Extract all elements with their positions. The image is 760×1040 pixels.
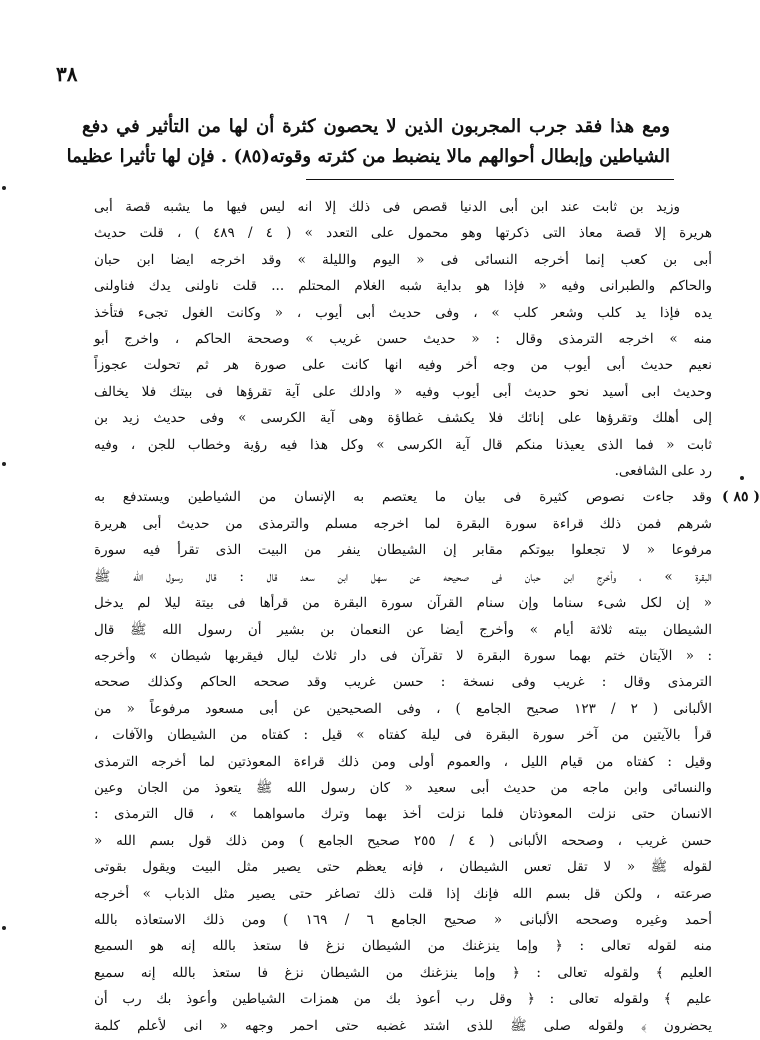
scan-speck — [2, 926, 6, 930]
footnote-separator-rule — [306, 179, 674, 180]
footnote-line: مرفوعا « لا تجعلوا بيوتكم مقابر إن الشيطان ينفر من البيت الذى تقرأ فيه سورة — [94, 542, 712, 559]
footnote-line: والنسائى وابن ماجه من حديث أبى سعيد « كان رسول الله ﷺ يتعوذ من الجان وعين — [94, 779, 712, 796]
footnote-line: وحديث ابى أسيد نحو حديث أبى أيوب وفيه « وادلك على آية تقرؤها فى بيتك فلا يخالف — [94, 383, 712, 400]
scan-speck — [740, 476, 744, 480]
footnote-line: الألبانى ( ٢ / ١٢٣ صحيح الجامع ) ، وفى الصحيحين عن أبى مسعود مرفوعاً « من — [94, 700, 713, 717]
footnote-line: والحاكم والطبرانى وفيه « فإذا هو بداية شبه الغلام المحتلم ... قلت ناولنى يدك فناولنى — [94, 278, 712, 295]
footnote-line: يده فإذا يد كلب وشعر كلب » ، وفى حديث أبى أيوب ، « وكانت الغول تجىء فتأخذ — [94, 304, 712, 321]
main-body-text — [66, 112, 670, 172]
footnote-line: شرهم فمن ذلك قراءة سورة البقرة لما اخرجه مسلم والترمذى من حديث أبى هريرة — [94, 515, 712, 532]
footnote-line: عليم ﴾ ولقوله تعالى : ﴿ وقل رب أعوذ بك من همزات الشياطين وأعوذ بك رب أن — [94, 991, 712, 1008]
footnote-line: وقيل : كفتاه من قيام الليل ، والعموم أولى ومن ذلك قراءة المعوذتين لما أخرجه الترمذى — [94, 753, 712, 770]
body-line: ومع هذا فقد جرب المجربون الذين لا يحصون كثرة أن لها من التأثير في دفع — [82, 116, 670, 137]
footnote-line: الترمذى وقال : غريب وفى نسخة : حسن غريب وقد صححه الحاكم وكذلك صححه — [94, 674, 712, 691]
footnote-line: يحضرون ﴾ ولقوله صلى ﷺ للذى اشتد غضبه حتى احمر وجهه « انى لأعلم كلمة — [94, 1017, 712, 1034]
footnote-line: « إن لكل شىء سناما وإن سنام القرآن سورة البقرة من قرأها فى بيتة ليلا لم يدخل — [94, 595, 712, 612]
footnote-line: إلى أهلك وتقرؤها على إنائك فلا يكشف غطاؤة وهى آية الكرسى » وفى حديث زيد بن — [94, 410, 712, 427]
footnote-line: منه لقوله تعالى : ﴿ وإما ينزغنك من الشيطان نزغ فا ستعذ بالله إنه هو السميع — [94, 938, 712, 955]
footnote-line: الانسان حتى نزلت المعوذتان فلما نزلت أخذ بهما وترك ماسواهما » ، قال الترمذى : — [94, 806, 712, 823]
footnote-line: حسن غريب ، وصححه الألبانى ( ٤ / ٢٥٥ صحيح الجامع ) ومن ذلك قول بسم الله « — [94, 832, 713, 849]
footnote-line: ثابت « فما الذى يعيذنا منكم قال آية الكرسى » وكل هذا فيه رؤية وخطاب للجن ، وفيه — [94, 436, 712, 453]
footnote-line: أبى بن كعب إنما أخرجه النسائى فى « اليوم والليلة » وقد اخرجه ايضا ابن حبان — [94, 251, 712, 268]
scan-speck — [2, 186, 6, 190]
footnote-line: أحمد وغيره وصححه الألبانى « صحيح الجامع ٦ / ١٦٩ ) ومن ذلك الاستعاذه بالله — [94, 911, 712, 928]
footnote-line: منه » اخرجه الترمذى وقال : « حديث حسن غريب » وصححة الحاكم ، واخرج أبو — [94, 331, 712, 348]
footnote-line: قرأ بالآيتين من آخر سورة البقرة فى ليلة كفتاه » قيل : كفتاه من الشيطان والآفات ، — [94, 727, 712, 744]
footnote-line: البقرة » ، وأخرج ابن حبان فى صحيحه عن سهل ابن سعد قال : قال رسول الله ﷺ — [94, 568, 712, 585]
footnote-line: صرعته ، ولكن قل بسم الله فإنك إذا قلت ذلك تصاغر حتى يصير مثل الذباب » أخرجه — [94, 885, 712, 902]
footnote-line: الشيطان بيته ثلاثة أيام » وأخرج أيضا عن النعمان بن بشير أن رسول الله ﷺ قال — [94, 621, 712, 638]
footnote-continued — [94, 194, 712, 484]
footnotes-section — [94, 194, 760, 1039]
footnote-line: رد على الشافعى. — [614, 463, 712, 480]
footnote-85-marker: ( ٨٥ ) — [721, 489, 760, 506]
footnote-line-text: وقد جاءت نصوص كثيرة فى بيان ما يعتصم به الإنسان من الشياطين ويستدفع به — [94, 489, 712, 506]
footnote-line: العليم ﴾ ولقوله تعالى : ﴿ وإما ينزغنك من الشيطان نزغ فا ستعذ بالله إنه سميع — [94, 964, 712, 981]
footnote-line: هريرة إلا قصة معاذ التى ذكرتها وهو محمول على التعدد » ( ٤ / ٤٨٩ ) ، قلت حديث — [94, 225, 712, 242]
scan-speck — [2, 462, 6, 466]
footnote-line: وزيد بن ثابت عند ابن أبى الدنيا قصص فى ذلك إلا انه ليس فيها ما يشبه قصة أبى — [94, 199, 680, 215]
footnote-line — [94, 484, 760, 510]
footnote-line: نعيم حديث أبى أيوب من وجه أخر وفيه انها كانت على صورة هر ثم تحولت عجوزاً — [94, 357, 713, 374]
page-number: ٣٨ — [56, 62, 78, 86]
footnote-line: لقوله ﷺ « لا تقل تعس الشيطان ، فإنه يعظم حتى يصير مثل البيت ويقول بقوتى — [94, 859, 712, 876]
body-line: الشياطين وإبطال أحوالهم مالا ينضبط من كثرته وقوته(٨٥) . فإن لها تأثيرا عظيما — [66, 146, 670, 167]
footnote-line: : « الآيتان ختم بهما سورة البقرة لا تقرآن فى دار ثلاث ليال فيقربها شيطان » وأخرجه — [94, 647, 712, 664]
footnote-85 — [94, 484, 760, 1039]
